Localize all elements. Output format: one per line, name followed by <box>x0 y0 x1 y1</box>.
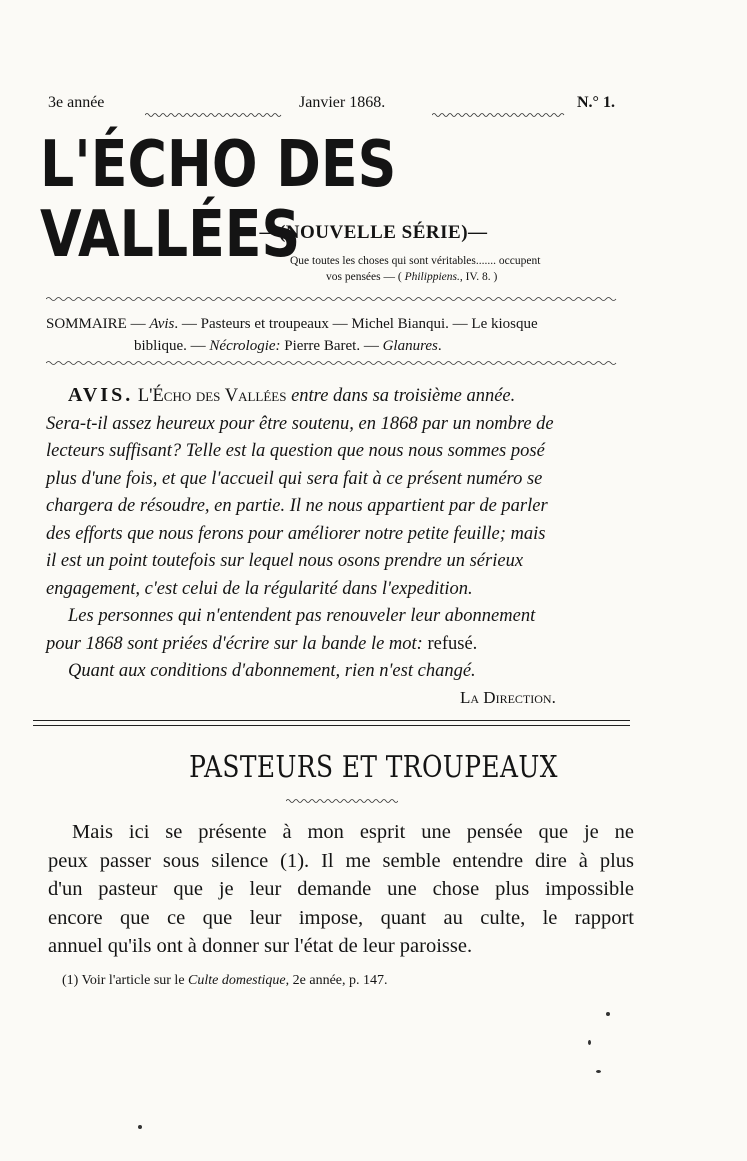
avis-refuse-word: refusé. <box>427 633 478 654</box>
footnote-text: (1) Voir l'article sur le <box>62 973 189 988</box>
article-body <box>48 818 634 961</box>
issue-number: N.° 1. <box>577 94 615 111</box>
sommaire-label: SOMMAIRE <box>46 316 127 332</box>
article-line: encore que ce que leur impose, quant au culte, le rapport <box>48 906 634 929</box>
epigraph-text-end: , IV. 8. ) <box>459 271 498 283</box>
toc-item-baret: Pierre Baret <box>280 338 357 354</box>
avis-line: il est un point toutefois sur lequel nous osons prendre un sérieux <box>46 551 524 571</box>
separator: — <box>126 316 150 332</box>
avis-line: engagement, c'est celui de la régularité dans l'expedition. <box>46 578 473 599</box>
avis-line: Les personnes qui n'entendent pas renouveler leur abonnement <box>68 606 536 626</box>
article-line: Mais ici se présente à mon esprit une pensée que je ne <box>72 821 634 843</box>
avis-line: Sera-t-il assez heureux pour être soutenu, en 1868 par un nombre de <box>46 413 554 434</box>
avis-signature: La Direction. <box>460 688 556 707</box>
avis-heading: AVIS. <box>68 384 134 406</box>
double-rule-bottom <box>33 725 630 726</box>
scan-speck <box>596 1070 601 1073</box>
toc-item-kiosque: Le kiosque <box>471 316 538 332</box>
wavy-ornament-right <box>432 112 568 118</box>
series-subtitle: —(NOUVELLE SÉRIE)— <box>259 222 488 243</box>
separator: — <box>328 316 352 332</box>
avis-line: lecteurs suffisant? Telle est la question que nous nous sommes posé <box>46 441 545 461</box>
title-ornament <box>286 798 398 804</box>
issue-date: Janvier 1868. <box>299 94 386 111</box>
toc-item-avis: Avis <box>149 316 175 332</box>
separator: . — <box>445 316 472 332</box>
separator: . — <box>183 338 210 354</box>
footnote-reference: Culte domestique <box>188 973 286 988</box>
avis-line: plus d'une fois, et que l'accueil qui sera fait à ce présent numéro se <box>46 468 543 489</box>
toc-item-pasteurs: Pasteurs et troupeaux <box>200 316 329 332</box>
wavy-rule-top <box>46 296 638 302</box>
footnote-text-end: , 2e année, p. 147. <box>285 973 388 988</box>
separator: . — <box>356 338 383 354</box>
avis-text: L' <box>137 386 153 406</box>
epigraph-text: vos pensées — ( <box>326 271 405 283</box>
avis-notice <box>46 382 636 686</box>
epigraph <box>290 253 650 285</box>
toc-item-necrologie: Nécrologie: <box>209 338 281 354</box>
avis-text: entre dans sa troisième année. <box>286 386 516 406</box>
issue-year: 3e année <box>48 94 105 111</box>
toc-item-bianqui: Michel Bianqui <box>351 316 446 332</box>
avis-line: chargera de résoudre, en partie. Il ne nous appartient par de parler <box>46 496 548 516</box>
toc-item-glanures: Glanures <box>382 338 438 354</box>
article-title: PASTEURS ET TROUPEAUX <box>189 750 558 785</box>
sommaire-line-1 <box>46 313 636 335</box>
separator: . — <box>174 316 201 332</box>
avis-line: des efforts que nous ferons pour améliorer notre petite feuille; mais <box>46 523 546 544</box>
wavy-ornament-left <box>145 112 283 118</box>
table-of-contents <box>46 313 636 357</box>
avis-paper-name: Écho des Vallées <box>152 386 287 406</box>
toc-item-kiosque-cont: biblique <box>134 338 184 354</box>
avis-text: pour 1868 sont priées d'écrire sur la bande le mot: <box>46 633 428 654</box>
wavy-rule-bottom <box>46 360 638 366</box>
scan-speck <box>588 1040 591 1045</box>
separator: . <box>437 338 442 354</box>
article-line: annuel qu'ils ont à donner sur l'état de leur paroisse. <box>48 935 473 957</box>
scan-speck <box>138 1125 142 1129</box>
sommaire-line-2 <box>46 335 636 357</box>
article-line: d'un pasteur que je leur demande une chose plus impossible <box>48 878 634 900</box>
footnote <box>62 973 622 989</box>
scan-speck <box>606 1012 610 1016</box>
article-line: peux passer sous silence (1). Il me semble entendre dire à plus <box>48 849 634 872</box>
masthead-title: L'ÉCHO DES VALLÉES <box>40 128 397 272</box>
avis-line <box>46 382 636 411</box>
double-rule-top <box>33 720 630 721</box>
avis-line <box>46 631 636 659</box>
epigraph-reference: Philippiens. <box>404 271 460 283</box>
epigraph-line-1: Que toutes les choses qui sont véritables....... occupent <box>290 255 541 267</box>
epigraph-line-2 <box>290 269 650 285</box>
avis-line: Quant aux conditions d'abonnement, rien n'est changé. <box>68 661 476 681</box>
